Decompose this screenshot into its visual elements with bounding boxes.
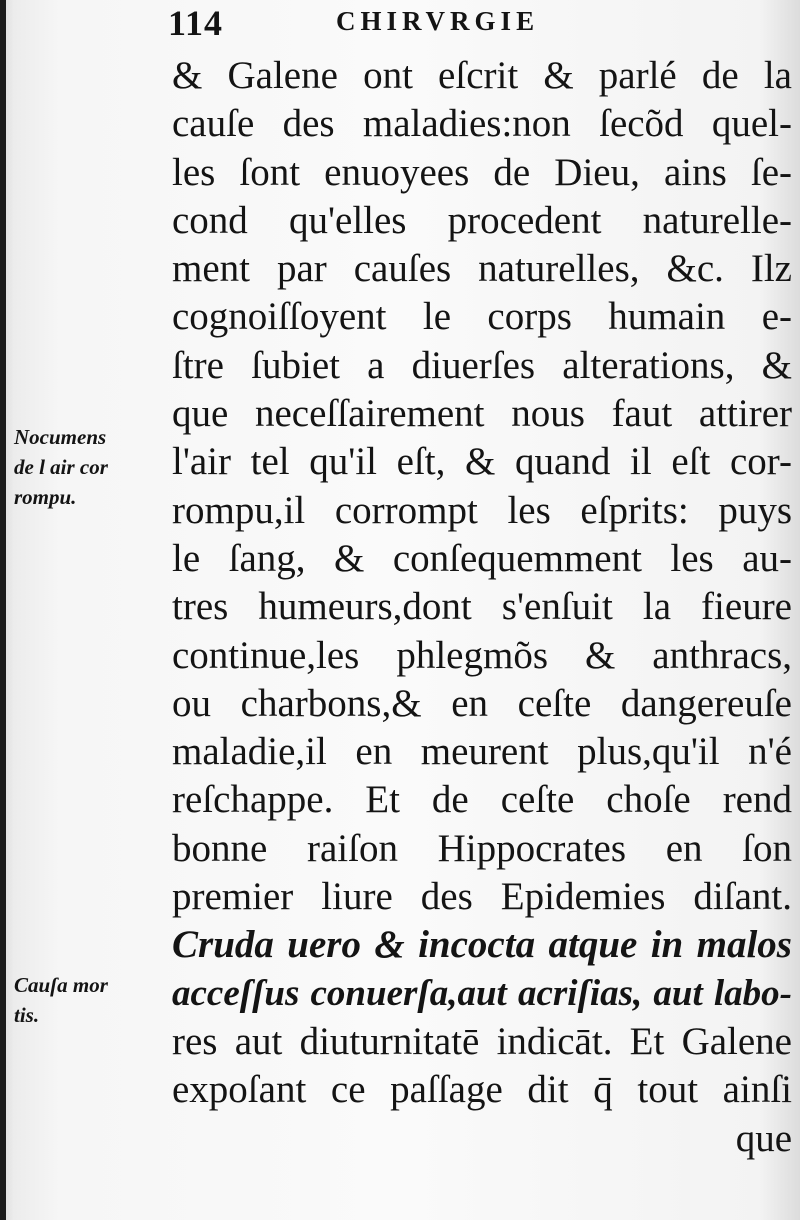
text-line: cognoiſſoyent le corps humain e-	[172, 295, 792, 339]
text-line-latin-quote: Cruda uero & incocta atque in malos	[172, 923, 792, 967]
text-line: expoſant ce paſſage dit q̄ tout ainſi	[172, 1068, 792, 1112]
text-line: bonne raiſon Hippocrates en ſon	[172, 826, 792, 870]
text-line: ou charbons,& en ceſte dangereuſe	[172, 681, 792, 725]
page-number: 114	[168, 3, 224, 43]
catchword: que	[735, 1116, 792, 1160]
margin-note-line: Nocumens	[14, 425, 107, 449]
margin-note-line: Cauſa mor	[14, 973, 108, 997]
text-line-mixed: res aut diuturnitatē indicāt. Et Galene	[172, 1019, 792, 1063]
text-line: reſchappe. Et de ceſte choſe rend	[172, 778, 792, 822]
text-line: ment par cauſes naturelles, &c. Ilz	[172, 247, 792, 291]
margin-note-line: tis.	[14, 1003, 40, 1027]
text-line: & Galene ont eſcrit & parlé de la	[172, 54, 792, 97]
text-line-latin-quote: acceſſus conuerſa,aut acriſias, aut labo-	[172, 972, 792, 1014]
text-line: les ſont enuoyees de Dieu, ains ſe-	[172, 150, 792, 194]
text-line: premier liure des Epidemies diſant.	[172, 875, 792, 919]
text-line: cond qu'elles procedent naturelle-	[172, 198, 792, 242]
margin-note-causa-mortis	[14, 970, 108, 1030]
running-title: CHIRVRGIE	[336, 6, 540, 36]
text-line: que neceſſairement nous faut attirer	[172, 392, 792, 436]
text-line: cauſe des maladies:non ſecõd quel-	[172, 102, 792, 146]
margin-note-nocumens	[14, 422, 108, 512]
page-edge-shadow	[0, 0, 6, 1220]
body-text	[172, 52, 792, 1163]
text-line: le ſang, & conſequemment les au-	[172, 536, 792, 580]
text-line: continue,les phlegmõs & anthracs,	[172, 633, 792, 677]
text-line: rompu,il corrompt les eſprits: puys	[172, 488, 792, 532]
text-line: ſtre ſubiet a diuerſes alterations, &	[172, 343, 792, 387]
margin-note-line: rompu.	[14, 485, 77, 509]
running-head	[168, 2, 608, 42]
text-line: l'air tel qu'il eſt, & quand il eſt cor-	[172, 440, 792, 484]
text-line: maladie,il en meurent plus,qu'il n'é	[172, 730, 792, 774]
margin-note-line: de l air cor	[14, 455, 108, 479]
text-line: tres humeurs,dont s'enſuit la fieure	[172, 585, 792, 629]
